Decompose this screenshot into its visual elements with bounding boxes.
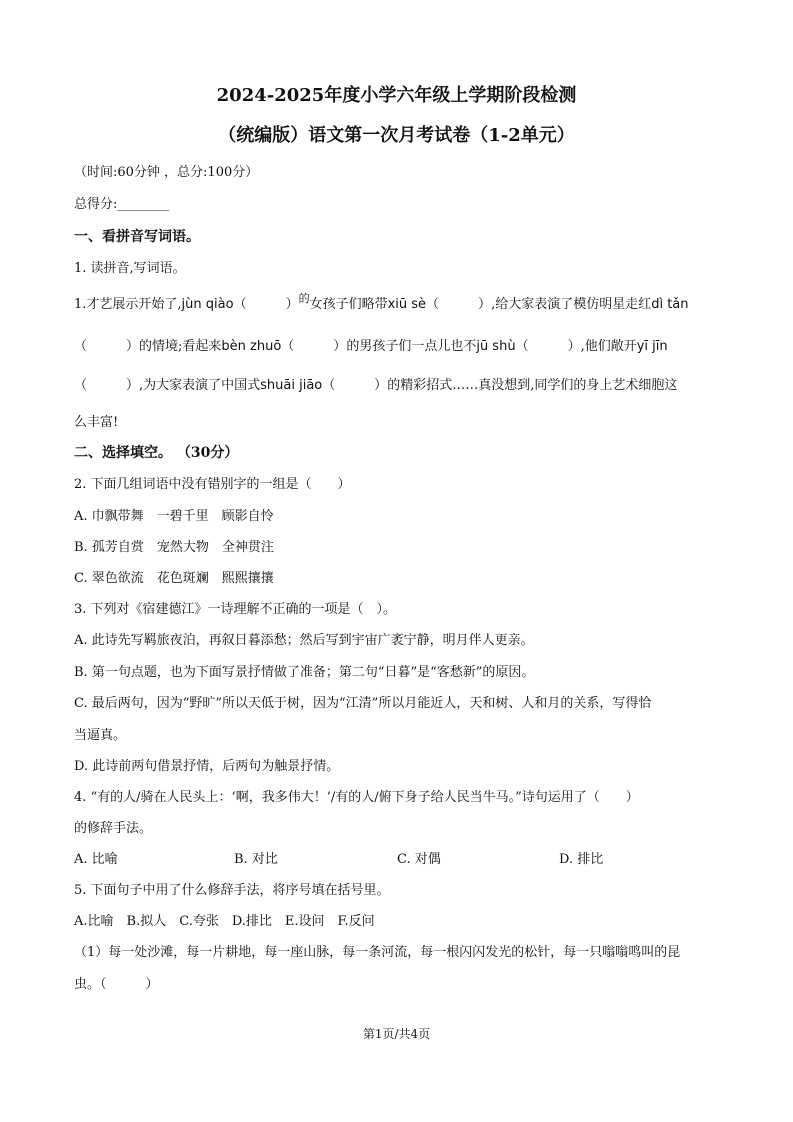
- question2-stem: 2. 下面几组词语中没有错别字的一组是（ ）: [74, 477, 351, 492]
- question2-option-b[interactable]: B. 孤芳自赏 宠然大物 全神贯注: [74, 540, 274, 555]
- pinyin: bèn zhuō: [221, 339, 282, 354]
- exam-title-line1: 2024-2025年度小学六年级上学期阶段检测: [216, 85, 577, 106]
- question5-sentence1-cont[interactable]: 虫。（ ）: [74, 977, 159, 992]
- question5-stem: 5. 下面句子中用了什么修辞手法，将序号填在括号里。: [74, 883, 390, 898]
- question2-option-c[interactable]: C. 翠色欲流 花色斑斓 熙熙攘攘: [74, 571, 274, 586]
- exam-title-line2: （统编版）语文第一次月考试卷（1-2单元）: [218, 125, 575, 146]
- text: 的精彩招式……真没想到,同学们的身上艺术细胞这: [387, 378, 678, 393]
- question5-sentence1: （1）每一处沙滩，每一片耕地，每一座山脉，每一条河流，每一根闪闪发光的松针，每一只嗡嗡鸣叫的昆: [74, 945, 681, 960]
- text: 的男孩子们一点儿也不: [346, 339, 477, 354]
- pinyin-paragraph-line4: 么丰富!: [74, 415, 119, 430]
- question4-option-d[interactable]: D. 排比: [559, 852, 604, 867]
- question1-stem: 1. 读拼音,写词语。: [74, 261, 186, 276]
- answer-blank[interactable]: （ ）: [281, 339, 347, 354]
- answer-blank[interactable]: （ ）: [74, 339, 140, 354]
- pinyin-paragraph-line2: [74, 338, 668, 356]
- question4-stem: 4. “有的人/骑在人民头上：‘啊，我多伟大！’/有的人/俯下身子给人民当牛马。”诗句运用了（ ）: [74, 790, 639, 805]
- question4-option-b[interactable]: B. 对比: [234, 852, 278, 867]
- pinyin: jùn qiào: [181, 297, 234, 312]
- question4-stem-cont: 的修辞手法。: [74, 821, 153, 836]
- pinyin: yī jīn: [636, 339, 668, 354]
- page-footer: 第1页/共4页: [362, 1027, 431, 1041]
- question3-option-d[interactable]: D. 此诗前两句借景抒情，后两句为触景抒情。: [74, 759, 340, 774]
- pinyin: jū shù: [476, 339, 516, 354]
- text: ,他们敞开: [580, 339, 637, 354]
- question3-option-a[interactable]: A. 此诗先写羁旅夜泊，再叙日暮添愁；然后写到宇宙广袤宁静，明月伴人更亲。: [74, 633, 534, 648]
- total-score-line: 总得分:________: [74, 197, 170, 212]
- pinyin: shuāi jiāo: [260, 378, 323, 393]
- text: 女孩子们略带: [309, 297, 388, 312]
- question3-option-c[interactable]: C. 最后两句，因为“野旷”所以天低于树，因为“江清”所以月能近人，天和树、人和月的关系，写得恰: [74, 696, 652, 711]
- pinyin-paragraph-line1: [74, 292, 689, 314]
- question4-option-a[interactable]: A. 比喻: [74, 852, 118, 867]
- pinyin-paragraph-line3: [74, 377, 677, 395]
- answer-blank[interactable]: （ ）: [233, 297, 299, 312]
- section1-heading: 一、看拼音写词语。: [74, 229, 200, 245]
- question2-option-a[interactable]: A. 巾飘带舞 一碧千里 顾影自怜: [74, 509, 274, 524]
- text: 的情境;看起来: [139, 339, 222, 354]
- answer-blank[interactable]: （ ）: [322, 378, 388, 393]
- answer-blank[interactable]: （ ）: [74, 378, 140, 393]
- question3-option-c-cont: 当逼真。: [74, 728, 127, 743]
- question3-stem: 3. 下列对《宿建德江》一诗理解不正确的一项是（ ）。: [74, 602, 397, 617]
- question4-option-c[interactable]: C. 对偶: [397, 852, 441, 867]
- text: ,为大家表演了中国式: [139, 378, 261, 393]
- text: 1.才艺展示开始了,: [74, 297, 182, 312]
- pinyin: dì tǎn: [651, 297, 689, 312]
- pinyin: xiū sè: [387, 297, 427, 312]
- question3-option-b[interactable]: B. 第一句点题，也为下面写景抒情做了准备；第二句“日暮”是“客愁新”的原因。: [74, 665, 535, 680]
- text: ,给大家表演了模仿明星走红: [491, 297, 652, 312]
- time-info: （时间:60分钟 ，总分:100分）: [74, 165, 259, 180]
- section2-heading: 二、选择填空。 （30分）: [74, 445, 239, 461]
- answer-blank[interactable]: （ ）: [515, 339, 581, 354]
- question5-options: A.比喻 B.拟人 C.夸张 D.排比 E.设问 F.反问: [74, 914, 375, 929]
- text: 的: [298, 292, 310, 305]
- answer-blank[interactable]: （ ）: [426, 297, 492, 312]
